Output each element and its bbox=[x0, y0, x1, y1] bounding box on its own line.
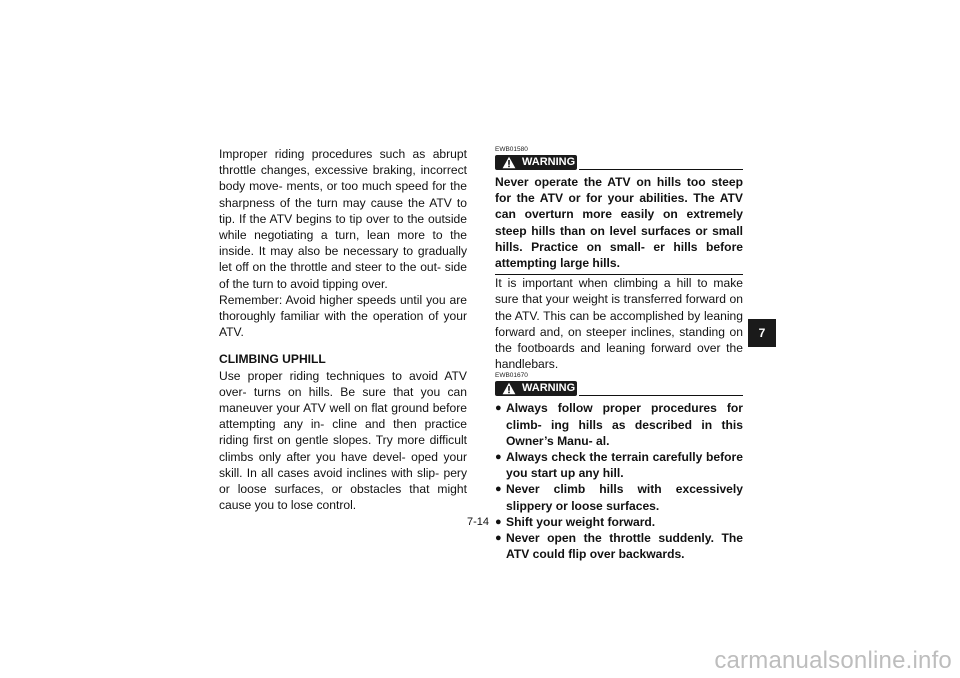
warning-header-1 bbox=[495, 155, 743, 171]
list-item: ● Always check the terrain carefully before you start up any hill. bbox=[495, 450, 743, 481]
warning-code-1: EWB01580 bbox=[495, 146, 528, 153]
list-item: ● Never climb hills with excessively slippery or loose surfaces. bbox=[495, 482, 743, 513]
section-heading: CLIMBING UPHILL bbox=[219, 352, 326, 367]
warning-code-2: EWB01670 bbox=[495, 372, 528, 380]
warning-label-2: WARNING bbox=[522, 382, 576, 395]
warning-rule-1 bbox=[579, 169, 743, 170]
chapter-tab: 7 bbox=[748, 319, 776, 347]
list-item: ● Always follow proper procedures for climb- ing hills as described in this Owner’s Manu- al. bbox=[495, 401, 743, 448]
watermark: carmanualsonline.info bbox=[714, 647, 952, 674]
body-paragraph: It is important when climbing a hill to make sure that your weight is transferred forward on the ATV. This can be accomplished by leaning forward and, on steeper inclines, standing on the footboards and leaning forward over the handlebars. bbox=[495, 276, 743, 372]
climbing-paragraph: Use proper riding techniques to avoid ATV over- turns on hills. Be sure that you can maneuver your ATV well on flat ground before attempting any in- cline and then practice riding first on gentle slopes. Try more difficult climbs only after you have devel- oped your skill. In all cases avoid inclines with slip- pery or loose surfaces, or obstacles that might cause you to lose control. bbox=[219, 368, 467, 513]
bullet-icon: ● bbox=[495, 451, 502, 464]
right-column bbox=[495, 146, 743, 562]
bullet-icon: ● bbox=[495, 515, 502, 528]
remember-paragraph: Remember: Avoid higher speeds until you are thoroughly familiar with the operation of your ATV. bbox=[219, 292, 467, 340]
warning-triangle-icon bbox=[502, 156, 516, 169]
intro-paragraph: Improper riding procedures such as abrupt throttle changes, excessive braking, incorrect body move- ments, or too much speed for the sharpness of the turn may cause the ATV to tip. If the ATV begins to tip over to the outside while negotiating a turn, lean more to the inside. It may also be necessary to gradually let off on the throttle and steer to the out- side of the turn to avoid tipping over. bbox=[219, 147, 467, 291]
list-item: ● Never open the throttle suddenly. The ATV could flip over backwards. bbox=[495, 531, 743, 562]
bullet-icon: ● bbox=[495, 483, 502, 496]
warning-text-1: Never operate the ATV on hills too steep for the ATV or for your abilities. The ATV can overturn more easily on extremely steep hills than on level surfaces or small hills. Practice on small- er hills before attempting large hills. bbox=[495, 174, 743, 275]
warning-badge-2 bbox=[495, 381, 577, 396]
bullet-icon: ● bbox=[495, 402, 502, 415]
warning-bullet-list bbox=[495, 400, 743, 562]
list-item: ● Shift your weight forward. bbox=[495, 514, 656, 529]
page-number: 7-14 bbox=[467, 516, 490, 528]
warning-triangle-icon bbox=[502, 382, 516, 395]
left-column bbox=[219, 146, 467, 513]
warning-label-1: WARNING bbox=[522, 156, 576, 168]
warning-header-2 bbox=[495, 381, 743, 397]
warning-rule-2 bbox=[579, 395, 743, 396]
bullet-icon: ● bbox=[495, 532, 502, 545]
warning-badge-1 bbox=[495, 155, 577, 170]
